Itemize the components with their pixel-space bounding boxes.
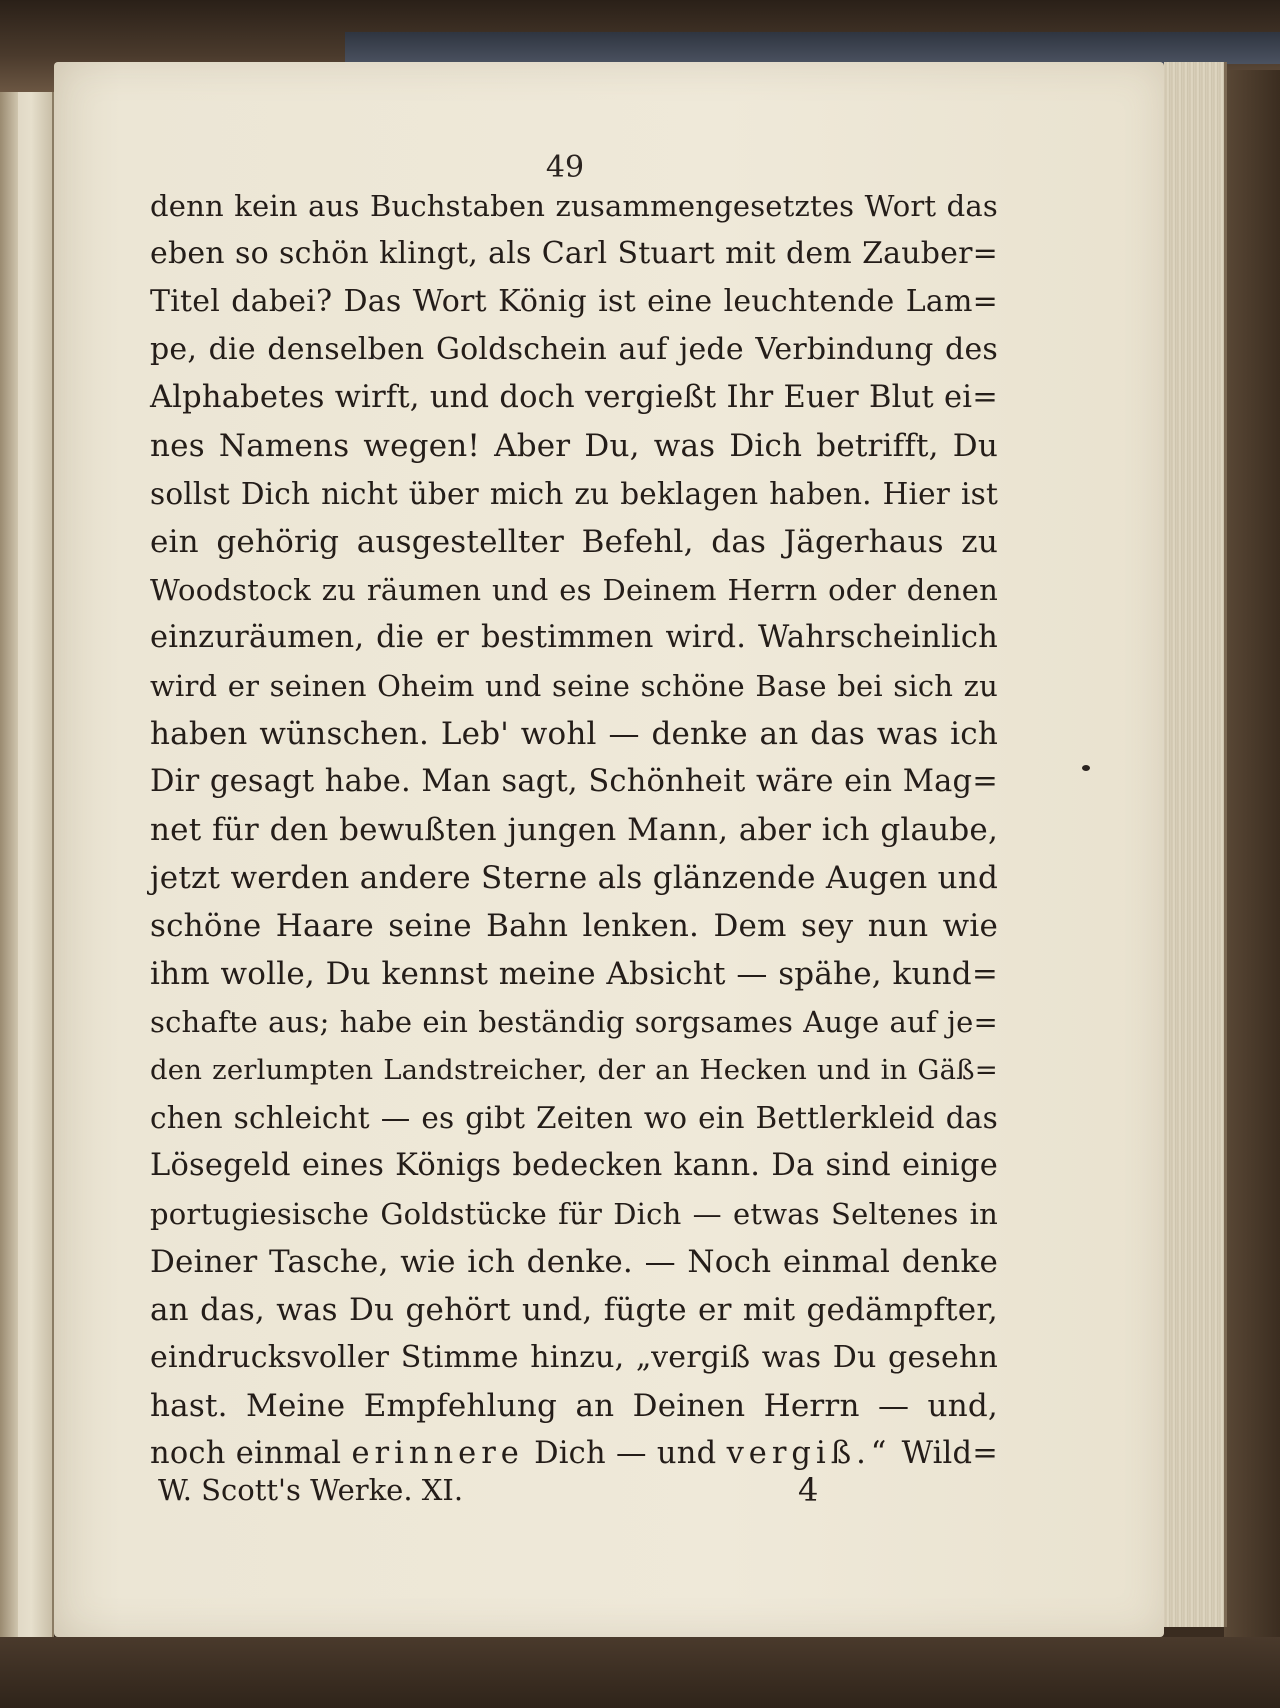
- last-line-middle: Dich — und: [534, 1436, 717, 1471]
- text-line: eindrucksvoller Stimme hinzu, „vergiß was Du gesehn: [150, 1340, 998, 1375]
- text-line: jetzt werden andere Sterne als glänzende Augen und: [150, 860, 998, 896]
- text-line: chen schleicht — es gibt Zeiten wo ein Bettlerkleid das: [150, 1101, 998, 1135]
- text-line: den zerlumpten Landstreicher, der an Hecken und in Gäß=: [150, 1054, 998, 1086]
- text-line: denn kein aus Buchstaben zusammengesetztes Wort das: [150, 189, 998, 223]
- page-footer: [158, 1468, 838, 1512]
- signature-mark: 4: [798, 1471, 819, 1509]
- book-cover-right: [1224, 70, 1280, 1670]
- book-cover-band: [345, 32, 1280, 64]
- text-line: Woodstock zu räumen und es Deinem Herrn oder denen: [150, 573, 998, 607]
- emphasized-word: vergiß.“: [726, 1436, 892, 1471]
- text-line: ein gehörig ausgestellter Befehl, das Jägerhaus zu: [150, 524, 998, 560]
- text-line: eben so schön klingt, als Carl Stuart mit dem Zauber=: [150, 236, 998, 271]
- text-line: einzuräumen, die er bestimmen wird. Wahrscheinlich: [150, 620, 998, 655]
- page-stack-edges: [1164, 62, 1227, 1627]
- page-text: [150, 182, 998, 1478]
- footer-title: W. Scott's Werke. XI.: [158, 1473, 464, 1507]
- text-line: wird er seinen Oheim und seine schöne Base bei sich zu: [150, 669, 998, 703]
- book-spine: [0, 92, 18, 1637]
- text-line: Alphabetes wirft, und doch vergießt Ihr Euer Blut ei=: [150, 380, 998, 415]
- emphasized-word: erinnere: [351, 1436, 524, 1471]
- book-cover-bottom: [0, 1637, 1280, 1708]
- text-line: Lösegeld eines Königs bedecken kann. Da sind einige: [150, 1148, 998, 1183]
- text-line: hast. Meine Empfehlung an Deinen Herrn — und,: [150, 1388, 998, 1424]
- text-line: portugiesische Goldstücke für Dich — etwas Seltenes in: [150, 1197, 998, 1231]
- text-line: haben wünschen. Leb' wohl — denke an das was ich: [150, 716, 998, 752]
- text-line: sollst Dich nicht über mich zu beklagen haben. Hier ist: [150, 477, 998, 511]
- ink-spot: [1082, 765, 1090, 771]
- text-line: an das, was Du gehört und, fügte er mit gedämpfter,: [150, 1292, 998, 1328]
- page-number: 49: [545, 150, 585, 185]
- text-line: pe, die denselben Goldschein auf jede Verbindung des: [150, 332, 998, 367]
- text-line: Titel dabei? Das Wort König ist eine leuchtende Lam=: [150, 284, 998, 319]
- text-line: nes Namens wegen! Aber Du, was Dich betrifft, Du: [150, 428, 998, 464]
- text-line: ihm wolle, Du kennst meine Absicht — spähe, kund=: [150, 956, 998, 992]
- text-line: net für den bewußten jungen Mann, aber ich glaube,: [150, 812, 998, 848]
- text-line: schafte aus; habe ein beständig sorgsames Auge auf je=: [150, 1005, 998, 1039]
- text-line: schöne Haare seine Bahn lenken. Dem sey nun wie: [150, 908, 998, 944]
- last-line-end: Wild=: [901, 1436, 998, 1471]
- last-line-start: noch einmal: [150, 1436, 342, 1471]
- text-line: Dir gesagt habe. Man sagt, Schönheit wäre ein Mag=: [150, 764, 998, 799]
- text-line: Deiner Tasche, wie ich denke. — Noch einmal denke: [150, 1244, 998, 1280]
